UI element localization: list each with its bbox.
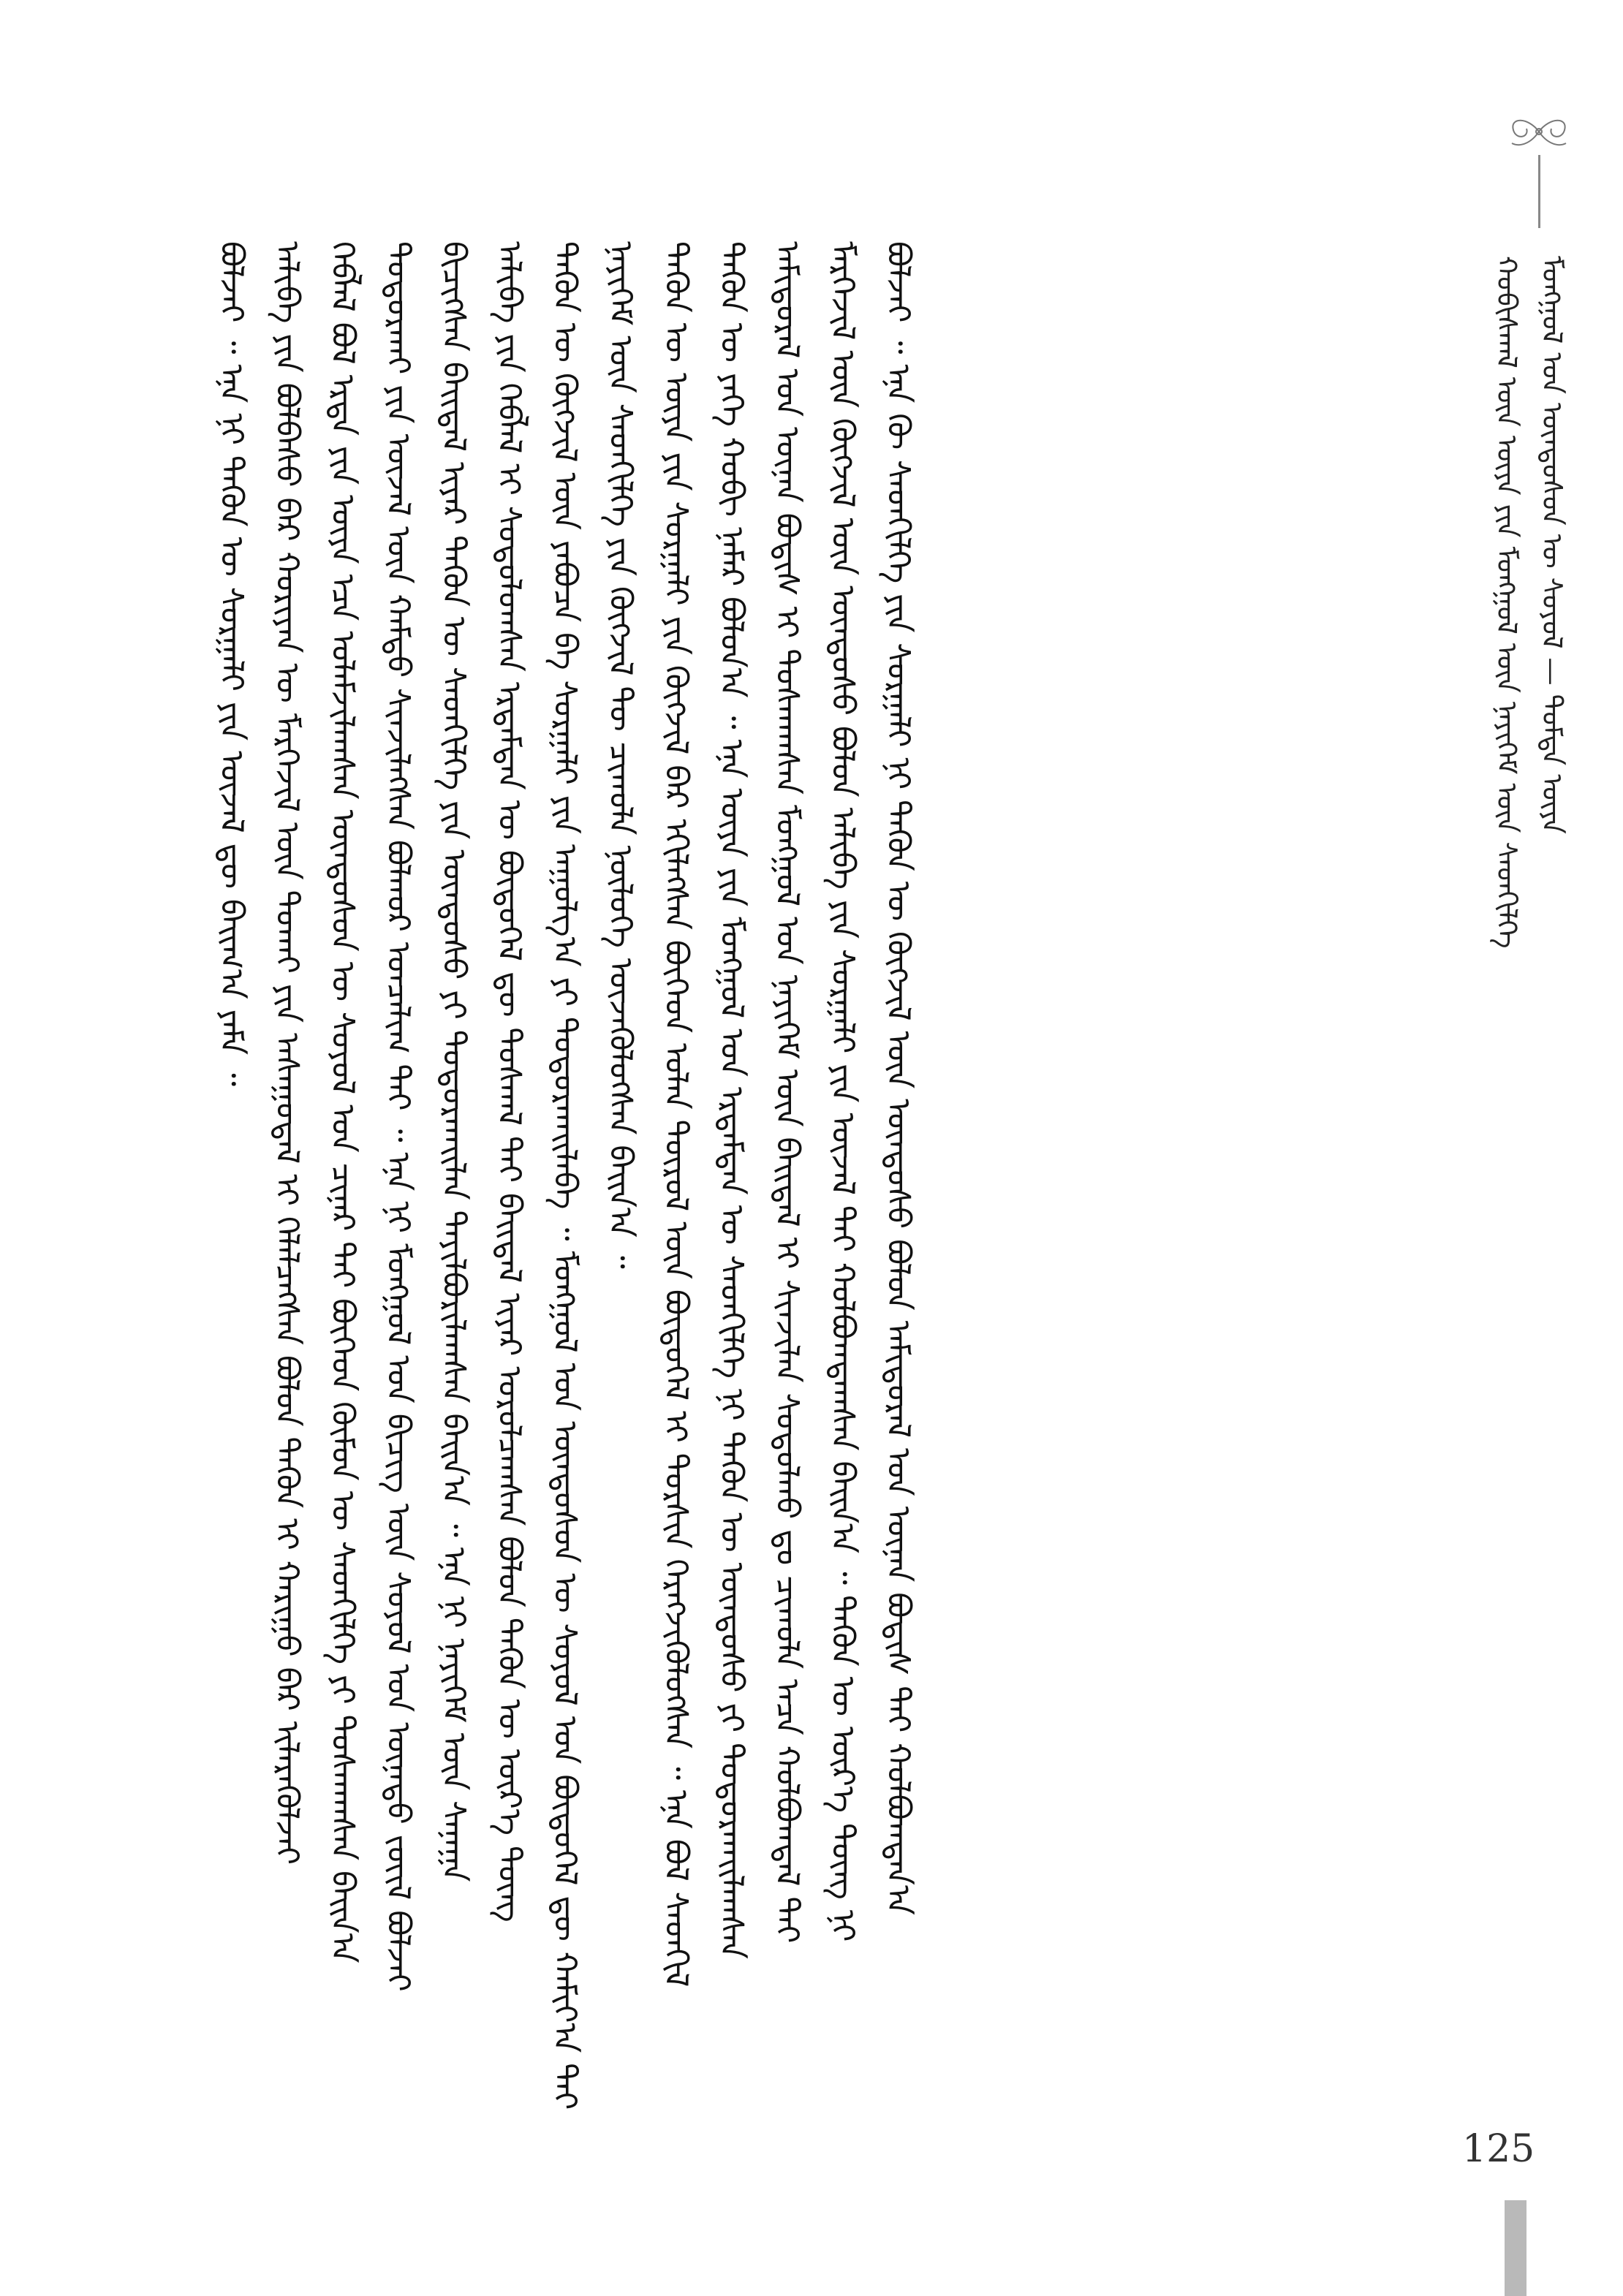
- text-column: ᠠᠯᠢᠪᠠ ᠶᠢᠨ ᠬᠡᠪᠯᠡᠯ ᠢ ᠰᠤᠳᠤᠯᠤᠭᠰᠠᠨ ᠡᠷᠳᠡᠮᠲᠡᠨ ᠦ ᠪᠦᠲᠦᠭᠡᠯ ᠳᠦ ᠲᠤᠰᠬᠠᠯ ᠲᠠᠢ ᠪᠠᠢᠳᠠᠯ ᠢᠶᠠᠷ ᠣᠷᠣᠯᠴᠠᠭᠰᠠᠨ ᠪᠣᠯᠤᠨ ᠲᠡᠭᠦᠨ ᠦ ᠦᠷ᠎ᠡ ᠳᠦᠩ: [491, 241, 528, 1922]
- text-column: ᠬᠡᠪᠯᠡᠯ ᠪᠣᠯ ᠡᠷᠲᠡ ᠶᠢᠨ ᠦᠶᠡ ᠡᠴᠡ ᠤᠯᠠᠮᠵᠢᠯᠠᠭᠰᠠᠨ ᠦᠨᠳᠦᠰᠦᠨ ᠦ ᠰᠤᠶᠤᠯ ᠤᠨ ᠴᠢᠨᠠᠷ ᠲᠠᠢ ᠪᠥᠭᠡᠳ ᠬᠦᠮᠦᠨ ᠦ ᠰᠡᠳᠬᠢᠯᠭᠡ ᠶᠢ ᠲᠤᠰᠬᠠᠭᠰᠠᠨ ᠪᠠᠢᠨ᠎ᠠ: [324, 241, 361, 1963]
- header-rule: [1538, 155, 1540, 228]
- text-column: ᠲᠡᠭᠦᠨ ᠦ ᠬᠥᠭᠵᠢᠯ ᠦᠨ ᠶᠠᠪᠤᠴᠠ ᠪᠠ ᠰᠤᠷᠭᠠᠯᠢ ᠶᠢᠨ ᠠᠭᠤᠯᠭ᠎ᠠ ᠶᠢ ᠲᠣᠳᠣᠷᠬᠠᠢᠯᠠᠪᠠ ᠃ ᠮᠣᠩᠭᠣᠯ ᠤᠨ ᠦᠨᠳᠦᠰᠦᠨ ᠦ ᠰᠤᠶᠤᠯ ᠤᠨ ᠪᠦᠲᠦᠭᠡᠯ ᠳᠦ ᠬᠠᠮᠢᠶ᠎ᠠ ᠲᠠᠢ: [546, 241, 583, 2110]
- text-column: ᠠᠯᠢᠪᠠ ᠶᠢᠨ ᠪᠣᠯᠪᠠᠰᠤ ᠪᠠᠷ ᠬᠣᠷᠢᠶᠠᠨ ᠦ ᠮᠡᠷᠭᠡᠵᠢᠯ ᠦᠨ ᠲᠤᠬᠠᠢ ᠶᠢᠨ ᠠᠰᠠᠭᠤᠳᠠᠯ ᠢ ᠬᠡᠯᠡᠯᠴᠡᠭᠰᠡᠨ ᠪᠣᠯᠤᠨ ᠲᠡᠭᠦᠨ ᠢ ᠬᠠᠷᠢᠭᠤ ᠪᠡᠷ ᠢᠯᠡᠷᠡᠭᠦᠯᠵᠡᠢ: [268, 241, 306, 1865]
- text-column: ᠮᠡᠷᠭᠡᠵᠢᠯ ᠦᠨ ᠬᠥᠭᠵᠢᠯ ᠦᠨ ᠦᠨᠳᠦᠰᠦ ᠪᠣᠯᠤᠨ ᠠᠯᠢᠪᠠ ᠶᠢᠨ ᠰᠤᠷᠭᠠᠯᠢ ᠶᠢᠨ ᠦᠵᠡᠯ ᠲᠡᠢ ᠬᠣᠯᠪᠣᠭᠳᠠᠭᠰᠠᠨ ᠪᠠᠢᠨ᠎ᠠ ᠃ ᠲᠡᠭᠦᠨ ᠦ ᠦᠷ᠎ᠡ ᠳᠦᠩ ᠨᠢ: [824, 241, 861, 1942]
- text-column: ᠨᠡᠶᠢᠭᠡᠮ ᠦᠨ ᠰᠡᠳᠬᠢᠯᠭᠡ ᠶᠢᠨ ᠬᠥᠭᠵᠢᠯ ᠲᠦ ᠴᠢᠬᠤᠯᠠ ᠨᠥᠯᠦᠭᠡ ᠦᠵᠡᠭᠦᠯᠦᠭᠰᠡᠨ ᠪᠠᠢᠨ᠎ᠠ ᠃: [602, 241, 639, 1269]
- running-head-line: ᠬᠤᠪᠢᠰᠬᠠᠯ ᠦᠨ ᠦᠶᠡ ᠶᠢᠨ ᠮᠣᠩᠭᠣᠯ ᠦᠨ ᠨᠡᠶᠢᠭᠡᠮ ᠦᠨ ᠰᠡᠳᠬᠢᠯᠭᠡ: [1491, 256, 1523, 949]
- page-edge-tab: [1505, 2200, 1526, 2296]
- page-number: 125: [1462, 2127, 1535, 2171]
- body-text: [212, 241, 1440, 2110]
- running-head-line: ᠮᠣᠩᠭᠣᠯ ᠤᠨ ᠦᠨᠳᠦᠰᠦᠨ ᠦ ᠰᠤᠶᠤᠯ — ᠳᠤᠮᠳᠠ ᠦᠶᠡ: [1536, 256, 1568, 834]
- running-head: [1491, 256, 1568, 987]
- text-column: ᠲᠡᠭᠦᠨ ᠦ ᠦᠶᠡ ᠶᠢᠨ ᠰᠤᠷᠭᠠᠯᠢ ᠶᠢᠨ ᠬᠥᠭᠵᠢᠯ ᠪᠠᠷ ᠡᠬᠢᠯᠡᠭᠰᠡᠨ ᠪᠥᠭᠡᠳ ᠣᠯᠠᠨ ᠲᠥᠷᠦᠯ ᠦᠨ ᠪᠦᠲᠦᠭᠡᠯ ᠢ ᠲᠤᠷᠰᠢᠨ ᠬᠡᠷᠡᠭᠵᠢᠭᠦᠯᠦᠭᠰᠡᠨ ᠃ ᠡᠨᠡ ᠪᠣᠯ ᠰᠡᠳᠬᠢᠯ: [657, 241, 695, 1988]
- text-column: ᠠᠮᠢᠳᠤᠷᠠᠯ ᠤᠨ ᠦᠨᠡᠨ ᠪᠣᠳᠢᠰ ᠢ ᠲᠤᠰᠬᠠᠭᠰᠠᠨ ᠮᠣᠩᠭᠣᠯ ᠤᠨ ᠨᠡᠶᠢᠭᠡᠮ ᠦᠨ ᠪᠠᠢᠳᠠᠯ ᠢ ᠰᠢᠨᠵᠢᠯᠡᠨ ᠰᠤᠳᠤᠯᠬᠤ ᠳᠤ ᠴᠢᠬᠤᠯᠠ ᠠᠴᠠ ᠬᠣᠯᠪᠣᠭᠳᠠᠯ ᠲᠠᠢ: [768, 241, 806, 1944]
- text-column: ᠲᠡᠭᠦᠨ ᠦ ᠶᠡᠬᠡ ᠬᠤᠪᠢ ᠨᠡᠮᠡᠷ ᠪᠣᠯᠤᠨ᠎ᠠ ᠃ ᠡᠨᠡ ᠦᠶᠡ ᠶᠢᠨ ᠮᠣᠩᠭᠣᠯ ᠤᠨ ᠡᠷᠳᠡᠮᠲᠡᠨ ᠦ ᠰᠡᠳᠬᠢᠯᠭᠡ ᠨᠢ ᠲᠡᠭᠦᠨ ᠦ ᠦᠨᠳᠦᠰᠦ ᠶᠢ ᠲᠣᠳᠣᠷᠬᠠᠢᠯᠠᠭᠰᠠᠨ: [713, 241, 750, 1959]
- text-column: ᠪᠣᠯᠵᠠᠢ ᠃ ᠡᠨᠡ ᠬᠦ ᠰᠡᠳᠬᠢᠯᠭᠡ ᠶᠢᠨ ᠰᠤᠷᠭᠠᠯᠢ ᠨᠢ ᠲᠡᠭᠦᠨ ᠦ ᠬᠥᠭᠵᠢᠯ ᠦᠨ ᠦᠨᠳᠦᠰᠦ ᠪᠣᠯᠤᠨ ᠠᠮᠢᠳᠤᠷᠠᠯ ᠤᠨ ᠦᠨᠡᠨ ᠪᠣᠳᠢᠰ ᠲᠠᠢ ᠬᠣᠯᠪᠣᠭᠳᠠᠨ᠎ᠠ: [879, 241, 917, 1915]
- text-column: ᠪᠣᠯᠵᠠᠢ ᠃ ᠡᠨᠡ ᠨᠢ ᠲᠡᠭᠦᠨ ᠦ ᠰᠤᠷᠭᠠᠯᠢ ᠶᠢᠨ ᠦᠵᠡᠯ ᠳᠦ ᠪᠠᠢᠭ᠎ᠠ ᠶᠠᠮᠠ ᠃: [213, 241, 250, 1086]
- text-column: ᠲᠣᠳᠣᠷᠬᠠᠢ ᠶᠢᠨ ᠦᠵᠡᠯ ᠦᠨ ᠬᠠᠮᠲᠤ ᠰᠢᠨᠵᠢᠯᠡᠭᠰᠡᠨ ᠪᠣᠯᠬᠣᠷ ᠣᠨᠴᠠᠯᠢᠭ ᠲᠠᠢ ᠃ ᠡᠨᠡ ᠨᠢ ᠮᠣᠩᠭᠣᠯ ᠤᠨ ᠪᠢᠴᠢᠭ ᠦᠨ ᠰᠤᠶᠤᠯ ᠤᠨ ᠦᠨᠡᠲᠦ ᠵᠦᠢᠯ ᠪᠣᠯᠵᠠᠢ: [379, 241, 417, 1992]
- flourish-ornament-icon: [1484, 110, 1594, 154]
- text-column: ᠪᠢᠴᠢᠭᠰᠡᠨ ᠪᠠᠢᠳᠠᠯ ᠢᠶᠠᠷ ᠲᠡᠭᠦᠨ ᠦ ᠰᠡᠳᠬᠢᠯᠭᠡ ᠶᠢᠨ ᠦᠨᠳᠦᠰᠦ ᠶᠢ ᠲᠣᠳᠣᠷᠬᠠᠢᠯᠠᠨ ᠲᠠᠶᠢᠯᠪᠤᠷᠢᠯᠠᠭᠰᠠᠨ ᠪᠠᠢᠨ᠎ᠠ ᠃ ᠡᠨᠡ ᠨᠢ ᠨᠡᠶᠢᠭᠡᠮ ᠦᠨ ᠰᠠᠨᠠᠭᠠ: [435, 241, 472, 1882]
